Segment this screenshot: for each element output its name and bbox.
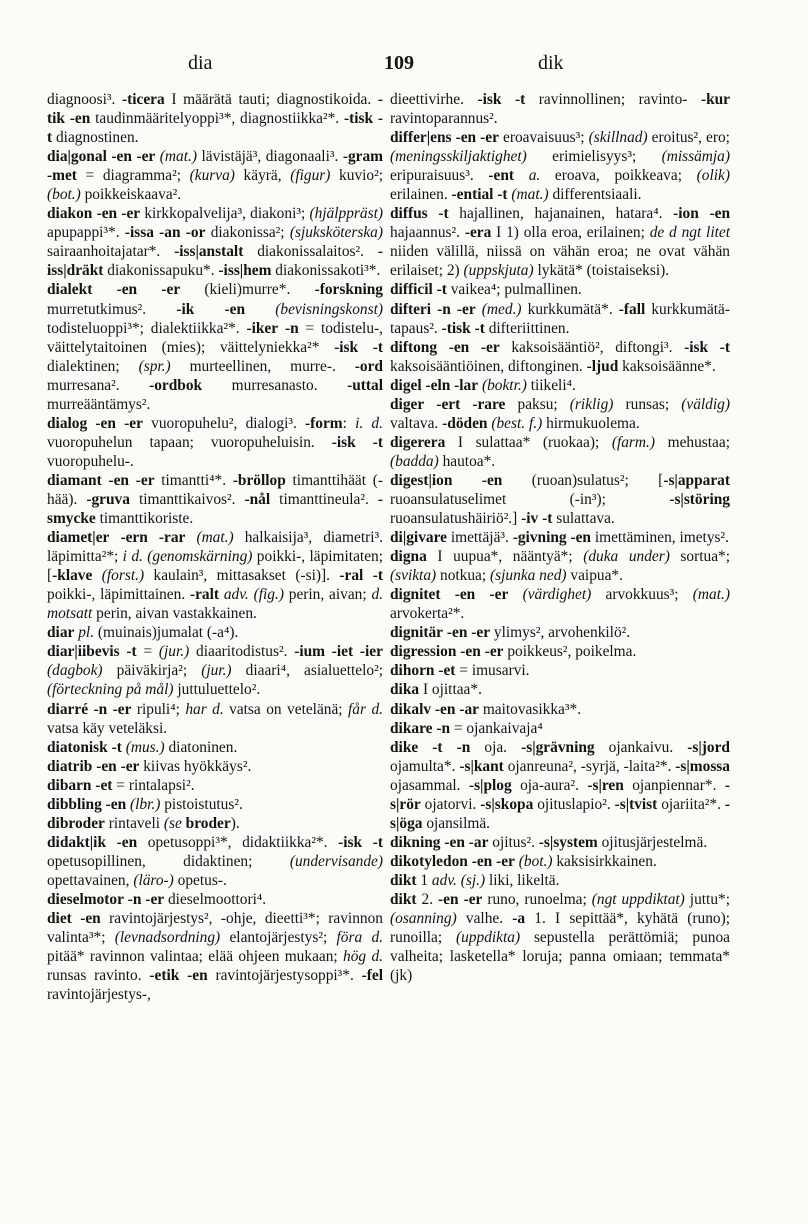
dictionary-entry: dikt 1 adv. (sj.) liki, likeltä. <box>390 871 560 889</box>
page-number: 109 <box>384 52 414 74</box>
dictionary-entry: diakon -en -er kirkkopalvelija³, diakoni³; (hjälppräst) apupappi³*. -issa -an -or diakonissa²; (sjuksköterska) sairaanhoitajatar*. -iss|anstalt diakonissalaitos². -iss|dräkt diakonissapuku*. -iss|hem diakonissakoti³*. <box>47 205 383 280</box>
dictionary-entry: di|givare imettäjä³. -givning -en imettäminen, imetys². <box>390 529 729 547</box>
dictionary-entry: dialog -en -er vuoropuhelu², dialogi³. -form: i. d. vuoropuhelun tapaan; vuoropuheluisin. -isk -t vuoropuhelu-. <box>47 414 383 470</box>
dictionary-entry: difteri -n -er (med.) kurkkumätä*. -fall kurkkumätä-tapaus². -tisk -t difteriittinen. <box>390 300 731 337</box>
dictionary-entry: dialekt -en -er (kieli)murre*. -forskning murretutkimus². -ik -en (bevisningskonst) todisteluoppi³*; dialektiikka²*. -iker -n = todistelu-, väittelytaitoinen (mies); väittelyniekka²* -isk -t dialektinen; (spr.) murteellinen, murre-. -ord murresana². -ordbok murresanasto. -uttal murreääntämys². <box>47 281 383 413</box>
dictionary-entry: diamet|er -ern -rar (mat.) halkaisija³, diametri³. läpimitta²*; i d. (genomskärning) poikki-, läpimitaten; [-klave (forst.) kaulain³, mittasakset (-si)]. -ral -t poikki-, läpimittainen. -ralt adv. (fig.) perin, aivan; d. motsatt perin, aivan vastakkainen. <box>47 529 383 623</box>
dictionary-entry: dieselmotor -n -er dieselmoottori⁴. <box>47 890 267 908</box>
dictionary-entry: dibroder rintaveli (se broder). <box>47 814 240 832</box>
dictionary-column-left <box>47 90 383 1004</box>
dictionary-entry: diger -ert -rare paksu; (riklig) runsas; (väldig) valtava. -döden (best. f.) hirmukuolema. <box>390 395 730 432</box>
dictionary-entry: dieettivirhe. -isk -t ravinnollinen; ravinto- -kur ravintoparannus². <box>390 91 731 128</box>
dictionary-entry: dika I ojittaa*. <box>390 681 482 699</box>
dictionary-entry: digression -en -er poikkeus², poikelma. <box>390 643 637 661</box>
dictionary-entry: diagnoosi³. -ticera I määrätä tauti; diagnostikoida. -tik -en taudinmääritelyoppi³*, diagnostiikka²*. -tisk -t diagnostinen. <box>47 91 384 147</box>
dictionary-entry: dia|gonal -en -er (mat.) lävistäjä³, diagonaali³. -gram -met = diagramma²; (kurva) käyrä, (figur) kuvio²; (bot.) poikkeiskaava². <box>47 148 384 204</box>
dictionary-entry: digel -eln -lar (boktr.) tiikeli⁴. <box>390 376 576 394</box>
dictionary-entry: diffus -t hajallinen, hajanainen, hatara⁴. -ion -en hajaannus². -era I 1) olla eroa, erilainen; de d ngt litet niiden välillä, niissä on vähän eroa; ne ovat vähän erilaiset; 2) (uppskjuta) lykätä* (toistaiseksi). <box>390 205 731 280</box>
dictionary-entry: dikare -n = ojankaivaja⁴ <box>390 719 543 737</box>
dictionary-entry: dignitär -en -er ylimys², arvohenkilö². <box>390 624 631 642</box>
dictionary-entry: diar pl. (muinais)jumalat (-a⁴). <box>47 624 239 642</box>
dictionary-entry: dibarn -et = rintalapsi². <box>47 776 195 794</box>
dictionary-entry: digna I uupua*, nääntyä*; (duka under) sortua*; (svikta) notkua; (sjunka ned) vaipua*. <box>390 548 731 585</box>
dictionary-entry: differ|ens -en -er eroavaisuus³; (skillnad) eroitus², ero; (meningsskiljaktighet) erimielisyys³; (missämja) eripuraisuus³. -ent a. eroava, poikkeava; (olik) erilainen. -ential -t (mat.) differentsiaali. <box>390 129 730 204</box>
dictionary-column-right <box>390 90 730 985</box>
dictionary-entry: diar|iibevis -t = (jur.) diaaritodistus². -ium -iet -ier (dagbok) päiväkirja²; (jur.) diaari⁴, asialuettelo²; (förteckning på mål) juttuluettelo². <box>47 643 383 699</box>
dictionary-entry: didakt|ik -en opetusoppi³*, didaktiikka²*. -isk -t opetusopillinen, didaktinen; (undervisande) opettavainen, (läro-) opetus-. <box>47 833 383 889</box>
dictionary-entry: diatrib -en -er kiivas hyökkäys². <box>47 757 252 775</box>
dictionary-entry: difficil -t vaikea⁴; pulmallinen. <box>390 281 582 299</box>
dictionary-entry: diftong -en -er kaksoisääntiö², diftongi³. -isk -t kaksoisääntiöinen, diftonginen. -ljud kaksoisäänne*. <box>390 338 730 375</box>
header-left-guide-word: dia <box>188 52 213 74</box>
dictionary-entry: digerera I sulattaa* (ruokaa); (farm.) mehustaa; (badda) hautoa*. <box>390 433 730 470</box>
dictionary-entry: dikalv -en -ar maitovasikka³*. <box>390 700 582 718</box>
dictionary-entry: dike -t -n oja. -s|grävning ojankaivu. -s|jord ojamulta*. -s|kant ojanreuna², -syrjä, -laita²*. -s|mossa ojasammal. -s|plog oja-aura². -s|ren ojanpiennar*. -s|rör ojatorvi. -s|skopa ojituslapio². -s|tvist ojariita²*. -s|öga ojansilmä. <box>390 738 730 832</box>
dictionary-entry: dignitet -en -er (värdighet) arvokkuus³; (mat.) arvokerta²*. <box>390 586 730 623</box>
header-right-guide-word: dik <box>538 52 564 74</box>
dictionary-entry: diet -en ravintojärjestys², -ohje, dieetti³*; ravinnon valinta³*; (levnadsordning) elantojärjestys²; föra d. pitää* ravinnon valintaa; elää ohjeen mukaan; hög d. runsas ravinto. -etik -en ravintojärjestysoppi³*. -fel ravintojärjestys-, <box>47 910 384 1004</box>
dictionary-entry: diarré -n -er ripuli⁴; har d. vatsa on vetelänä; får d. vatsa käy veteläksi. <box>47 700 383 737</box>
dictionary-entry: digest|ion -en (ruoan)sulatus²; [-s|apparat ruoansulatuselimet (-in³); -s|störing ruoansulatushäiriö².] -iv -t sulattava. <box>390 471 730 528</box>
page-header <box>0 52 808 82</box>
dictionary-entry: dibbling -en (lbr.) pistoistutus². <box>47 795 243 813</box>
dictionary-entry: dikotyledon -en -er (bot.) kaksisirkkainen. <box>390 852 657 870</box>
dictionary-entry: diatonisk -t (mus.) diatoninen. <box>47 738 238 756</box>
dictionary-entry: dikt 2. -en -er runo, runoelma; (ngt uppdiktat) juttu*; (osanning) valhe. -a 1. I sepittää*, kyhätä (runo); runoilla; (uppdikta) sepustella perättömiä; punoa valheita; lasketella* loruja; panna omiaan; temmata* (jk) <box>390 890 731 985</box>
dictionary-entry: dikning -en -ar ojitus². -s|system ojitusjärjestelmä. <box>390 833 708 851</box>
dictionary-entry: dihorn -et = imusarvi. <box>390 662 530 680</box>
dictionary-entry: diamant -en -er timantti⁴*. -bröllop timanttihäät (-hää). -gruva timanttikaivos². -nål timanttineula². -smycke timanttikoriste. <box>47 471 383 528</box>
